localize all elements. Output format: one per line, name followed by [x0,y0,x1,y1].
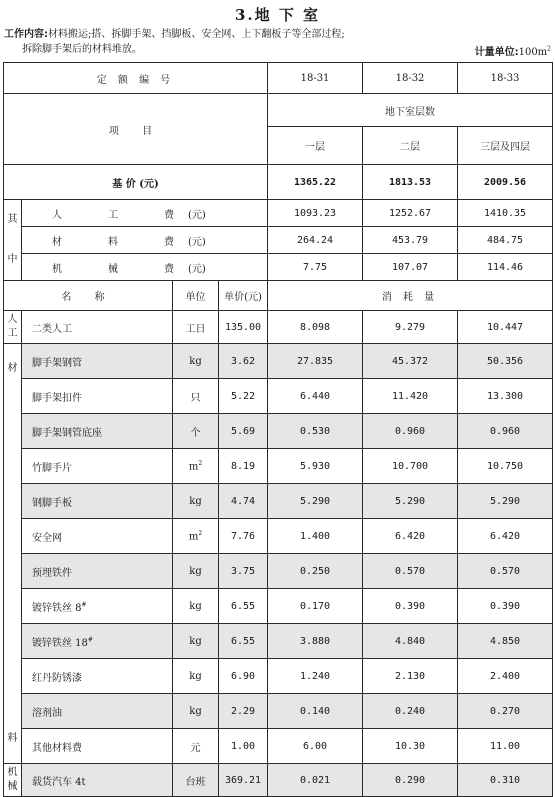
item-name [22,554,173,589]
item-unit-text: 台班 [185,776,206,788]
cost-row-machine [4,254,553,281]
consumption-row [4,344,553,379]
item-consumption-1: 3.880 [268,624,363,659]
item-price: 1.00 [219,729,268,764]
item-consumption-2: 5.290 [363,484,458,519]
item-consumption-3: 5.290 [458,484,553,519]
material-cost-3: 484.75 [458,227,553,254]
base-price-3: 2009.56 [458,165,553,200]
category-material: 材 料 [4,344,22,764]
item-consumption-1: 5.290 [268,484,363,519]
work-content-text-1: 材料搬运;搭、拆脚手架、挡脚板、安全网、上下翻板子等全部过程; [48,29,345,40]
item-consumption-2: 4.840 [363,624,458,659]
item-consumption-2: 6.420 [363,519,458,554]
consumption-row [4,764,553,797]
item-consumption-1: 6.440 [268,379,363,414]
item-price: 6.90 [219,659,268,694]
item-name [22,311,173,344]
work-content-label: 工作内容: [4,29,48,40]
item-unit-text: kg [189,635,202,647]
item-price: 5.22 [219,379,268,414]
cost-row-material [4,227,553,254]
item-consumption-2: 9.279 [363,311,458,344]
item-unit-text: kg [189,705,202,717]
item-name [22,729,173,764]
consumption-row [4,624,553,659]
item-name-text: 安全网 [32,532,62,544]
qizhong-label: 其 中 [4,200,22,281]
item-consumption-3: 0.390 [458,589,553,624]
item-unit [173,589,219,624]
cost-row-labor [4,200,553,227]
item-name-text: 载货汽车 4t [32,776,86,788]
item-consumption-3: 0.960 [458,414,553,449]
item-name-text: 溶剂油 [32,707,62,719]
material-cost-1: 264.24 [268,227,363,254]
item-consumption-2: 0.570 [363,554,458,589]
machine-cost-2: 107.07 [363,254,458,281]
item-unit [173,554,219,589]
item-unit-text: kg [189,670,202,682]
item-consumption-1: 8.098 [268,311,363,344]
item-unit-text: m [188,531,199,543]
item-consumption-2: 10.30 [363,729,458,764]
code-18-31: 18-31 [268,63,363,94]
item-name [22,624,173,659]
base-price-2: 1813.53 [363,165,458,200]
unit-header: 单位 [173,281,219,311]
consumption-row [4,589,553,624]
consumption-row [4,484,553,519]
item-unit [173,484,219,519]
work-content-text-2: 拆除脚手架后的材料堆放。 [22,44,142,55]
item-name-text: 竹脚手片 [32,462,72,474]
item-unit-text: 工日 [185,323,206,335]
item-unit-text: kg [189,565,202,577]
item-unit-text: 元 [190,742,201,754]
item-name-text: 钢脚手板 [32,497,72,509]
item-unit [173,414,219,449]
unit-label: 计量单位: [474,47,519,58]
item-price: 2.29 [219,694,268,729]
item-unit-sup: 2 [198,529,203,537]
consumption-row [4,729,553,764]
level-3: 三层及四层 [458,127,553,165]
item-unit-text: kg [189,355,202,367]
consumption-row [4,554,553,589]
base-price-label: 基 价 (元) [4,165,268,200]
item-price: 8.19 [219,449,268,484]
item-consumption-3: 2.400 [458,659,553,694]
item-name [22,414,173,449]
quota-table [3,62,553,797]
item-price: 5.69 [219,414,268,449]
item-unit [173,659,219,694]
labor-cost-3: 1410.35 [458,200,553,227]
item-consumption-2: 0.290 [363,764,458,797]
item-consumption-2: 10.700 [363,449,458,484]
item-consumption-1: 27.835 [268,344,363,379]
item-name [22,344,173,379]
item-unit [173,729,219,764]
item-consumption-1: 0.170 [268,589,363,624]
item-consumption-1: 1.400 [268,519,363,554]
item-price: 6.55 [219,589,268,624]
name-header: 名 称 [4,281,173,311]
item-unit [173,694,219,729]
consumption-header: 消 耗 量 [268,281,553,311]
item-name [22,694,173,729]
group-header-row [4,94,553,127]
item-unit [173,311,219,344]
item-name [22,379,173,414]
item-price: 3.75 [219,554,268,589]
consumption-row [4,659,553,694]
labor-cost-1: 1093.23 [268,200,363,227]
item-consumption-2: 45.372 [363,344,458,379]
page-title: 3.地 下 室 [234,6,321,24]
item-consumption-3: 50.356 [458,344,553,379]
item-consumption-3: 11.00 [458,729,553,764]
item-unit-text: m [188,461,199,473]
item-name [22,659,173,694]
item-unit-text: kg [189,600,202,612]
item-price: 3.62 [219,344,268,379]
item-name-text: 镀锌铁丝 18 [32,637,88,649]
item-consumption-3: 10.750 [458,449,553,484]
consumption-row [4,311,553,344]
labor-cost-2: 1252.67 [363,200,458,227]
machine-cost-1: 7.75 [268,254,363,281]
unit-value: 100m [518,47,548,58]
item-price: 135.00 [219,311,268,344]
item-name-text: 脚手架扣件 [32,392,82,404]
item-name-text: 其他材料费 [32,742,82,754]
work-content-line-2 [22,43,142,57]
item-unit-text: 只 [190,392,201,404]
category-labor: 人 工 [4,311,22,344]
item-name-text: 二类人工 [32,323,72,335]
item-unit [173,519,219,554]
item-label: 项 目 [4,94,268,165]
item-consumption-2: 0.390 [363,589,458,624]
cost-label-material: 材 料 费 (元) [22,227,268,254]
measurement-unit [475,43,551,58]
item-consumption-3: 4.850 [458,624,553,659]
level-2: 二层 [363,127,458,165]
item-unit [173,379,219,414]
item-unit-text: 个 [190,427,201,439]
consumption-row [4,414,553,449]
code-18-32: 18-32 [363,63,458,94]
item-name [22,484,173,519]
machine-cost-3: 114.46 [458,254,553,281]
item-price: 7.76 [219,519,268,554]
item-consumption-1: 0.250 [268,554,363,589]
item-name [22,764,173,797]
unit-sup: 2 [547,45,551,53]
base-price-1: 1365.22 [268,165,363,200]
item-consumption-3: 0.270 [458,694,553,729]
item-consumption-3: 6.420 [458,519,553,554]
group-label: 地下室层数 [268,94,553,127]
work-content-line-1 [4,28,345,42]
item-unit-sup: 2 [198,459,203,467]
material-cost-2: 453.79 [363,227,458,254]
category-machine: 机 械 [4,764,22,797]
item-name-text: 预埋铁件 [32,567,72,579]
cost-label-labor: 人 工 费 (元) [22,200,268,227]
item-name-sup: # [81,601,87,609]
item-price: 6.55 [219,624,268,659]
item-consumption-2: 0.240 [363,694,458,729]
consumption-header-row [4,281,553,311]
consumption-row [4,519,553,554]
item-consumption-3: 10.447 [458,311,553,344]
item-price: 369.21 [219,764,268,797]
cost-label-machine: 机 械 费 (元) [22,254,268,281]
item-consumption-3: 13.300 [458,379,553,414]
item-consumption-1: 6.00 [268,729,363,764]
item-unit [173,764,219,797]
item-consumption-3: 0.570 [458,554,553,589]
item-consumption-1: 0.530 [268,414,363,449]
item-name-text: 红丹防锈漆 [32,672,82,684]
item-name-text: 镀锌铁丝 8 [32,602,82,614]
level-1: 一层 [268,127,363,165]
quota-number-row [4,63,553,94]
consumption-row [4,449,553,484]
item-consumption-1: 0.140 [268,694,363,729]
item-consumption-1: 5.930 [268,449,363,484]
item-consumption-1: 0.021 [268,764,363,797]
item-consumption-2: 0.960 [363,414,458,449]
item-price: 4.74 [219,484,268,519]
item-name-text: 脚手架钢管底座 [32,427,102,439]
item-name-text: 脚手架钢管 [32,357,82,369]
base-price-row [4,165,553,200]
item-name [22,589,173,624]
item-name [22,519,173,554]
item-unit [173,624,219,659]
item-consumption-2: 2.130 [363,659,458,694]
item-consumption-3: 0.310 [458,764,553,797]
consumption-row [4,379,553,414]
item-unit [173,449,219,484]
quota-number-label: 定 额 编 号 [4,63,268,94]
code-18-33: 18-33 [458,63,553,94]
item-name [22,449,173,484]
item-consumption-1: 1.240 [268,659,363,694]
item-unit-text: kg [189,495,202,507]
item-consumption-2: 11.420 [363,379,458,414]
item-name-sup: # [87,636,93,644]
item-unit [173,344,219,379]
consumption-row [4,694,553,729]
price-header: 单价(元) [219,281,268,311]
